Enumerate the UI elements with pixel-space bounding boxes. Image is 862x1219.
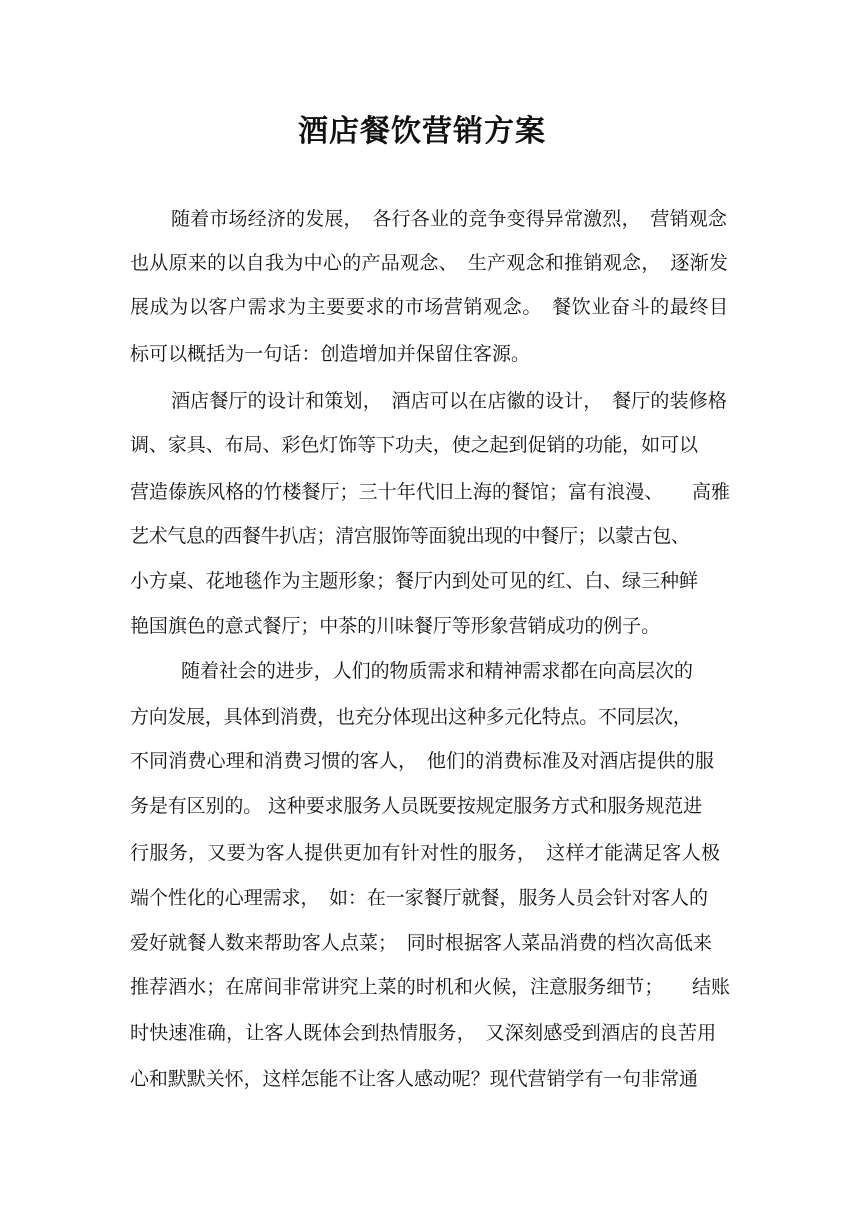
paragraph-line: 艺术气息的西餐牛扒店；清宫服饰等面貌出现的中餐厅；以蒙古包、 bbox=[130, 525, 690, 547]
paragraph-line: 行服务，又要为客人提供更加有针对性的服务， 这样才能满足客人极 bbox=[130, 842, 721, 864]
paragraph-line: 调、家具、布局、彩色灯饰等下功夫，使之起到促销的功能，如可以 bbox=[130, 434, 698, 456]
paragraph-line: 务是有区别的。 这种要求服务人员既要按规定服务方式和服务规范进 bbox=[130, 795, 703, 817]
paragraph-line: 随着市场经济的发展， 各行各业的竞争变得异常激烈， 营销观念 bbox=[171, 208, 728, 230]
paragraph-line: 随着社会的进步，人们的物质需求和精神需求都在向高层次的 bbox=[181, 660, 693, 682]
paragraph-line: 展成为以客户需求为主要要求的市场营销观念。 餐饮业奋斗的最终目 bbox=[130, 296, 729, 318]
paragraph-line: 也从原来的以自我为中心的产品观念、 生产观念和推销观念， 逐渐发 bbox=[130, 252, 729, 274]
paragraph-line: 营造傣族风格的竹楼餐厅；三十年代旧上海的餐馆；富有浪漫、 高雅 bbox=[130, 481, 731, 503]
document-title: 酒店餐饮营销方案 bbox=[298, 114, 546, 149]
paragraph-line: 方向发展，具体到消费，也充分体现出这种多元化特点。不同层次， bbox=[130, 706, 692, 728]
paragraph-line: 标可以概括为一句话：创造增加并保留住客源。 bbox=[130, 343, 531, 365]
paragraph-line: 时快速准确，让客人既体会到热情服务， 又深刻感受到酒店的良苦用 bbox=[130, 1022, 717, 1044]
paragraph-line: 小方桌、花地毯作为主题形象；餐厅内到处可见的红、白、绿三种鲜 bbox=[130, 570, 698, 592]
paragraph-line: 端个性化的心理需求， 如：在一家餐厅就餐，服务人员会针对客人的 bbox=[130, 887, 708, 909]
paragraph-line: 心和默默关怀，这样怎能不让客人感动呢？现代营销学有一句非常通 bbox=[130, 1068, 698, 1090]
paragraph-line: 不同消费心理和消费习惯的客人， 他们的消费标准及对酒店提供的服 bbox=[130, 750, 715, 772]
paragraph-line: 酒店餐厅的设计和策划， 酒店可以在店徽的设计， 餐厅的装修格 bbox=[171, 390, 728, 412]
paragraph-line: 艳国旗色的意式餐厅；中茶的川味餐厅等形象营销成功的例子。 bbox=[130, 615, 661, 637]
paragraph-line: 推荐酒水；在席间非常讲究上菜的时机和火候，注意服务细节； 结账 bbox=[130, 976, 731, 998]
paragraph-line: 爱好就餐人数来帮助客人点菜； 同时根据客人菜品消费的档次高低来 bbox=[130, 932, 712, 954]
